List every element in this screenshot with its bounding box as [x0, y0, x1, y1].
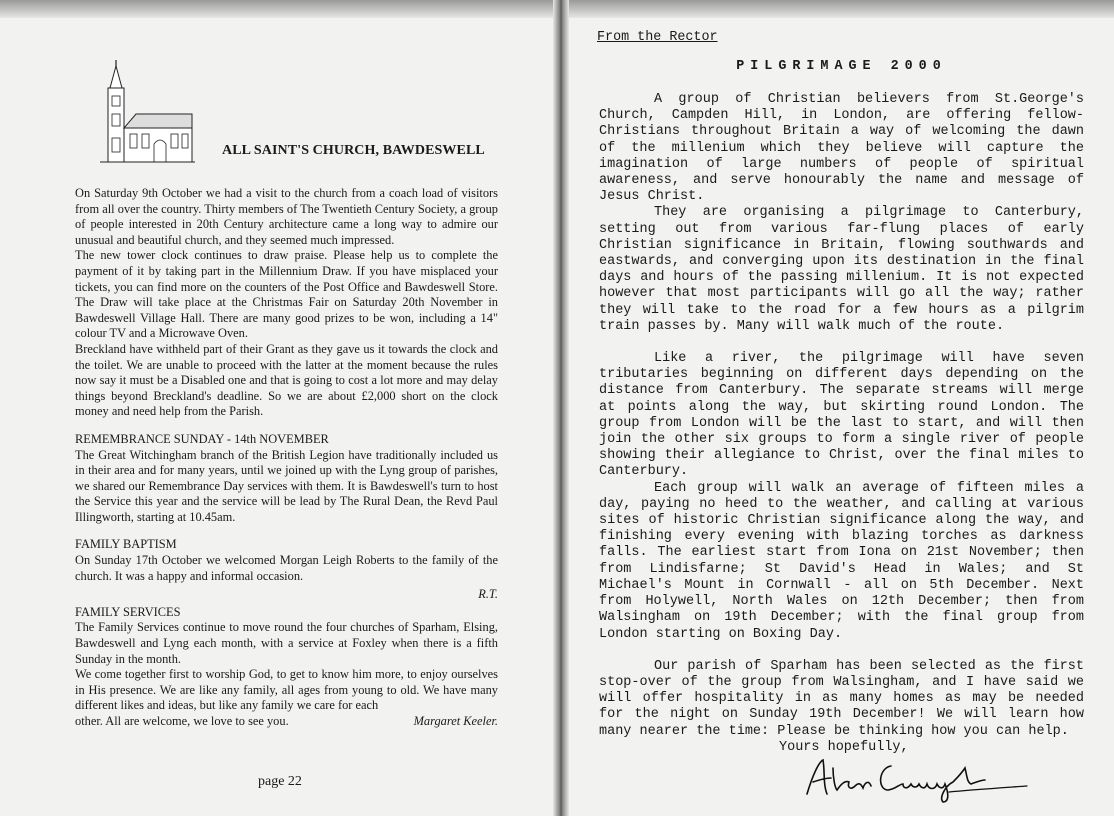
worship-last-line: [75, 714, 498, 730]
groups-paragraph: Each group will walk an average of fifteen miles a day, paying no heed to the weather, and calling at various sites of historic Christian significance along the way, and finishing every evening with blazing torches as darkness falls. The earliest start from Iona on 21st November; then from Lindisfarne; St David's Head in Wales; and St Michael's Mount in Cornwall - all on 5th December. Next from Holywell, North Wales on 12th December; then from Walsingham on 19th December; with the final group from London starting on Boxing Day.: [599, 480, 1084, 642]
closing-line: Yours hopefully,: [779, 739, 909, 755]
remembrance-paragraph: The Great Witchingham branch of the British Legion have traditionally included us in their area and for many years, until we joined up with the Lyng group of parishes, we shared our Remembrance Day services with them. It is Bawdeswell's turn to host the Service this year and the service will be lead by The Rural Dean, the Revd Paul Illingworth, starting at 10.45am.: [75, 447, 498, 524]
grant-paragraph: Breckland have withheld part of their Grant as they gave us it towards the clock and the toilet. We are unable to proceed with the latter at the moment because the rules now say it must be a Disabled one and that is going to cost a lot more and may delay things beyond Breckland's deadline. So we are about £2,000 short on the clock money and need help from the Parish.: [75, 341, 498, 419]
from-rector-heading: From the Rector: [597, 30, 718, 45]
author-name: Margaret Keeler.: [413, 714, 498, 728]
rt-signoff: R.T.: [478, 587, 498, 602]
organising-paragraph: They are organising a pilgrimage to Canterbury, setting out from various far-flung places of early Christian significance in Britain, flowing southwards and eastwards, and converging upon its destination in the final days and hours of the passing millenium. It is not expected however that most participants will go all the way; rather they will take to the road for a few hours as a pilgrim train passes by. Many will walk much of the route.: [599, 205, 1084, 334]
river-paragraph: Like a river, the pilgrimage will have seven tributaries beginning on different days depending on the distance from Canterbury. The separate streams will merge at points along the way, but skirting round London. The group from London will be the last to start, and will then join the other six groups to form a single river of people showing their allegiance to Christ, over the final miles to Canterbury.: [599, 351, 1084, 480]
visit-paragraph: On Saturday 9th October we had a visit to the church from a coach load of visitors from all over the country. Thirty members of The Twentieth Century Society, a group of people interested in 20th Century architecture came a long way to admire our unusual and beautiful church, and they seemed much impressed.: [75, 186, 498, 247]
baptism-paragraph: On Sunday 17th October we welcomed Morgan Leigh Roberts to the family of the church. It was a happy and informal occasion.: [75, 553, 498, 583]
intro-paragraph: A group of Christian believers from St.George's Church, Campden Hill, in London, are offering fellow-Christians throughout Britain a way of welcoming the dawn of the millenium which they believe will capture the imagination of large numbers of people of spiritual awareness, and serve honourably the name and message of Jesus Christ.: [599, 92, 1084, 205]
right-page: [569, 18, 1114, 816]
services-paragraph: The Family Services continue to move round the four churches of Sparham, Elsing, Bawdeswell and Lyng each month, with a service at Foxley when there is a fifth Sunday in the month.: [75, 620, 498, 666]
clock-paragraph: The new tower clock continues to draw praise. Please help us to complete the payment of it by taking part in the Millennium Draw. If you have misplaced your tickets, you can find more on the counters of the Post Office and Bawdeswell Store. The Draw will take place at the Christmas Fair on Saturday 20th November in Bawdeswell Village Hall. There are many good prizes to be won, including a 14" colour TV and a Microwave Oven.: [75, 248, 498, 341]
baptism-heading: FAMILY BAPTISM: [75, 537, 177, 552]
left-body: [75, 186, 498, 730]
sparham-paragraph: Our parish of Sparham has been selected as the first stop-over of the group from Walsingham, and I have said we will offer hospitality in as many homes as may be needed for the night on Sunday 19th December! We will learn how many nearer the time: Please be thinking how you can help.: [599, 658, 1084, 739]
church-illustration: [98, 58, 196, 166]
worship-closing-text: other. All are welcome, we love to see you.: [75, 714, 289, 728]
page-number: page 22: [258, 774, 302, 789]
church-title: ALL SAINT'S CHURCH, BAWDESWELL: [222, 143, 485, 158]
right-body: [599, 92, 1084, 756]
worship-paragraph: We come together first to worship God, to get to know him more, to enjoy ourselves in His presence. We are like any family, all ages from young to old. We have many different likes and ideas, but like any family we care for each: [75, 667, 498, 713]
handwritten-signature: [799, 754, 1031, 804]
page-gutter: [553, 0, 569, 816]
pilgrimage-title: PILGRIMAGE 2000: [736, 59, 947, 74]
left-page: [0, 18, 553, 816]
remembrance-heading: REMEMBRANCE SUNDAY - 14th NOVEMBER: [75, 431, 329, 446]
services-heading: FAMILY SERVICES: [75, 604, 181, 619]
